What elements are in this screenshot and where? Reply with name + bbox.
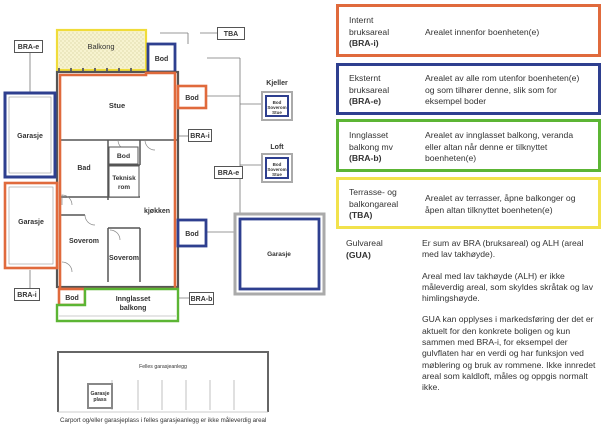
legend-gua-term-label: Gulvareal <box>346 238 383 248</box>
legend-bra-b-term-1: Innglasset <box>349 130 389 140</box>
legend-bra-b <box>336 119 601 172</box>
legend-bra-e-term-1: Eksternt <box>349 73 381 83</box>
innglasset-label-2: balkong <box>119 305 147 312</box>
bra-i-left-tag: BRA-i <box>14 288 40 301</box>
legend-bra-e <box>336 63 601 115</box>
stue-label: Stue <box>108 101 126 110</box>
soverom-left-label: Soverom <box>69 238 99 245</box>
felles-title: Felles garasjeanlegg <box>139 364 187 370</box>
legend-tba-term-1: Terrasse- og <box>349 187 397 197</box>
balkong-label: Balkong <box>87 42 115 51</box>
legend-tba-abbr: (TBA) <box>349 210 373 220</box>
legend-bra-e-term-2: bruksareal <box>349 84 390 95</box>
bad-label: Bad <box>77 165 91 172</box>
legend-bra-i <box>336 4 601 57</box>
legend-bra-b-abbr: (BRA-b) <box>349 153 382 163</box>
kjeller-title: Kjeller <box>266 80 288 87</box>
bra-b-tag: BRA-b <box>189 292 214 305</box>
loft-stue: Stue <box>272 172 282 177</box>
bod-right-label: Bod <box>185 95 199 102</box>
loft-bod: Bod <box>272 162 282 167</box>
legend-bra-i-term-2: bruksareal <box>349 26 390 37</box>
legend-bra-e-term <box>349 73 389 108</box>
legend-bra-b-term-2: balkong mv <box>349 141 393 152</box>
legend-tba-desc: Arealet av terrasser, åpne balkonger og åpen altan tilknyttet boenheten(e) <box>425 193 576 215</box>
gua-paragraph-3: GUA kan opplyses i markedsføring der det er aktuelt for den konkrete boligen og kun sammen med BRA-i, for eksempel der gulvflaten har en verdi og har funksjon ved møblering og bruk av rommene. Ikke innredet areal som kaldloft, måles og oppgis normalt ikke. <box>422 314 596 393</box>
garasje-left-top-label: Garasje <box>17 133 43 140</box>
legend-gua-abbr: (GUA) <box>346 249 371 260</box>
loft-title: Loft <box>270 144 284 151</box>
legend-bra-e-abbr: (BRA-e) <box>349 96 381 106</box>
loft-soverom: Soverom <box>267 167 287 172</box>
legend-bra-i-abbr: (BRA-i) <box>349 38 379 48</box>
legend-tba-term-2: balkongareal <box>349 198 399 209</box>
tba-tag: TBA <box>217 27 245 40</box>
legend-gua-desc <box>422 238 602 404</box>
gua-paragraph-2: Areal med lav takhøyde (ALH) er ikke måleverdig areal, som skyldes skråtak og lav himlingshøyde. <box>422 270 593 304</box>
parking-lines <box>112 380 234 410</box>
kjeller-stue: Stue <box>272 110 282 115</box>
garasjeplass-label-2: plass <box>93 397 107 403</box>
kjeller-bod: Bod <box>272 100 282 105</box>
legend-tba-term <box>349 187 398 222</box>
bod-bottom-right-label: Bod <box>185 231 199 238</box>
teknisk-label-1: Teknisk <box>112 175 136 182</box>
teknisk-label-2: rom <box>117 184 131 191</box>
kjeller-soverom: Soverom <box>267 105 287 110</box>
legend-bra-i-desc: Arealet innenfor boenheten(e) <box>425 27 540 37</box>
legend-gua-term <box>346 238 383 261</box>
bra-e-right-tag: BRA-e <box>214 166 243 179</box>
legend-bra-i-term <box>349 15 389 50</box>
bra-i-right-tag: BRA-i <box>188 129 212 142</box>
kjokken-label: kjøkken <box>143 208 171 215</box>
bod-top-label: Bod <box>154 56 169 63</box>
legend-bra-b-desc: Arealet av innglasset balkong, veranda eller altan når denne er tilknyttet boenheten(e) <box>425 130 574 163</box>
legend-bra-b-term <box>349 130 393 165</box>
soverom-right-label: Soverom <box>109 255 139 262</box>
bra-e-left-tag: BRA-e <box>14 40 43 53</box>
legend-bra-e-desc: Arealet av alle rom utenfor boenheten(e) og som tilhører denne, slik som for eksempel boder <box>425 73 580 106</box>
legend-tba <box>336 177 601 229</box>
bod-small-label: Bod <box>116 153 131 160</box>
garasjeplass-label-1: Garasje <box>90 391 110 397</box>
plan-caption: Carport og/eller garasjeplass i felles garasjeanlegg er ikke måleverdig areal <box>60 417 267 424</box>
garasje-left-bottom-label: Garasje <box>18 219 44 226</box>
bod-bottom-left-label: Bod <box>65 295 79 302</box>
legend-bra-i-term-1: Internt <box>349 15 374 25</box>
innglasset-label-1: Innglasset <box>115 296 151 303</box>
garasje-right-label: Garasje <box>267 251 291 258</box>
gua-paragraph-1: Er sum av BRA (bruksareal) og ALH (areal med lav takhøyde). <box>422 238 584 260</box>
